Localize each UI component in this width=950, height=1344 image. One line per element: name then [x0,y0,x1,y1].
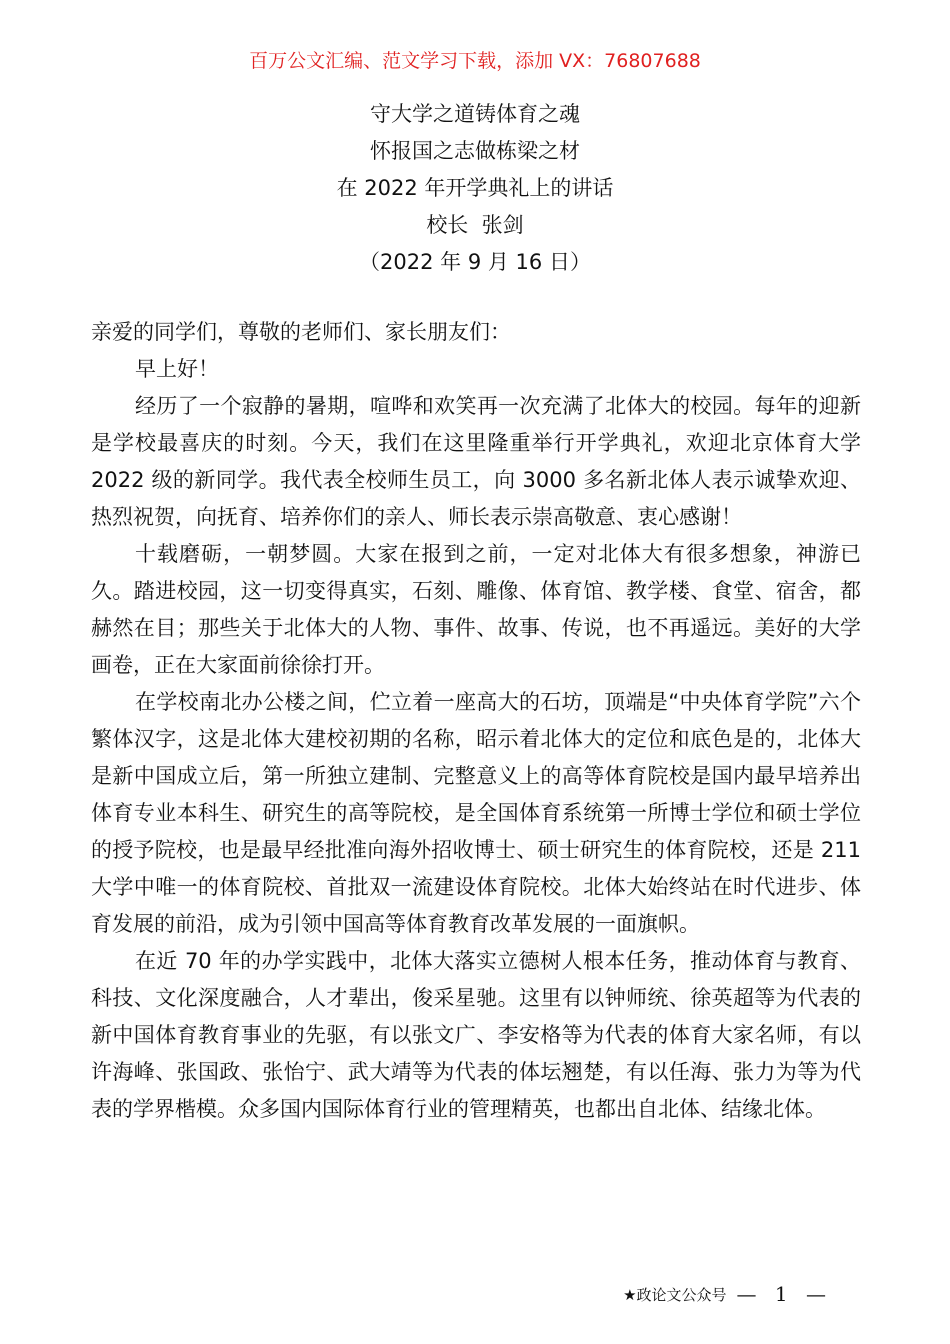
footer-source: ★政论文公众号 [623,1285,727,1304]
title-line-3: 在 2022 年开学典礼上的讲话 [336,176,614,200]
title-line-1: 守大学之道铸体育之魂 [370,102,580,126]
speech-date: （2022 年 9 月 16 日） [359,250,591,274]
title-line-2: 怀报国之志做栋梁之材 [370,139,580,163]
header-notice: 百万公文汇编、范文学习下载，添加 VX：76807688 [249,50,701,72]
salutation: 亲爱的同学们，尊敬的老师们、家长朋友们： [91,320,511,344]
page-footer [623,1282,832,1306]
speech-body [91,314,861,1128]
paragraph-2: 十载磨砺，一朝梦圆。大家在报到之前，一定对北体大有很多想象，神游已久。踏进校园，这一切变得真实，石刻、雕像、体育馆、教学楼、食堂、宿舍，都赫然在目；那些关于北体大的人物、事件、故事、传说，也不再遥远。美好的大学画卷，正在大家面前徐徐打开。 [91,542,861,677]
paragraph-3: 在学校南北办公楼之间，伫立着一座高大的石坊，顶端是“中央体育学院”六个繁体汉字，这是北体大建校初期的名称，昭示着北体大的定位和底色是的，北体大是新中国成立后，第一所独立建制、完整意义上的高等体育院校是国内最早培养出体育专业本科生、研究生的高等院校，是全国体育系统第一所博士学位和硕士学位的授予院校，也是最早经批准向海外招收博士、硕士研究生的体育院校，还是 211 大学中唯一的体育院校、首批双一流建设体育院校。北体大始终站在时代进步、体育发展的前沿，成为引领中国高等体育教育改革发展的一面旗帜。 [91,690,861,936]
greeting: 早上好！ [135,357,219,381]
speaker: 校长 张剑 [426,213,524,237]
paragraph-1: 经历了一个寂静的暑期，喧哗和欢笑再一次充满了北体大的校园。每年的迎新是学校最喜庆的时刻。今天，我们在这里隆重举行开学典礼，欢迎北京体育大学 2022 级的新同学。我代表全校师生员工，向 3000 多名新北体人表示诚挚欢迎、热烈祝贺，向抚育、培养你们的亲人、师长表示崇高敬意、衷心感谢！ [91,394,861,529]
page-number: — 1 — [736,1282,832,1306]
paragraph-4: 在近 70 年的办学实践中，北体大落实立德树人根本任务，推动体育与教育、科技、文化深度融合，人才辈出，俊采星驰。这里有以钟师统、徐英超等为代表的新中国体育教育事业的先驱，有以张文广、李安格等为代表的体育大家名师，有以许海峰、张国政、张怡宁、武大靖等为代表的体坛翘楚，有以任海、张力为等为代表的学界楷模。众多国内国际体育行业的管理精英，也都出自北体、结缘北体。 [91,949,861,1121]
title-block [0,96,950,281]
